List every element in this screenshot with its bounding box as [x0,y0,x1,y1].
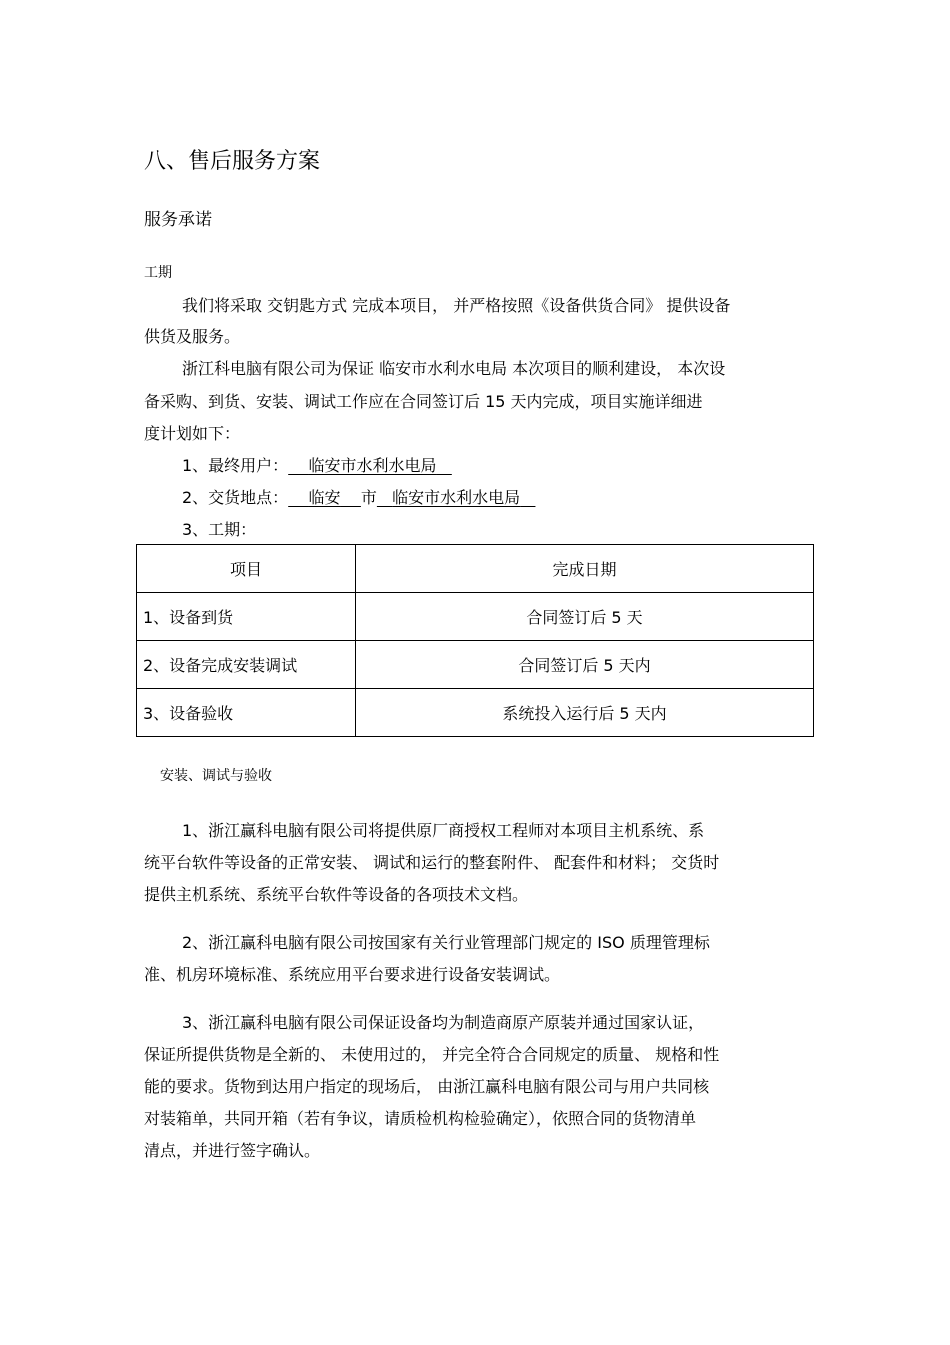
end-user-label: 1、最终用户： [182,456,289,475]
table-header-cell: 完成日期 [356,545,814,593]
intro-p1-line2: 供货及服务。 [144,327,241,346]
install-p1-line1: 1、浙江赢科电脑有限公司将提供原厂商授权工程师对本项目主机系统、系 [182,821,705,840]
install-p3-line4: 对装箱单，共同开箱（若有争议，请质检机构检验确定），依照合同的货物清单 [144,1109,697,1128]
delivery-place-field [182,490,535,506]
table-cell-date: 合同签订后 5 天内 [356,641,814,689]
table-cell-item: 3、设备验收 [137,689,356,737]
install-p1-line3: 提供主机系统、系统平台软件等设备的各项技术文档。 [144,885,529,904]
section-heading: 服务承诺 [144,210,212,230]
install-p3-line5: 清点，并进行签字确认。 [144,1141,321,1160]
period-field-label: 3、工期： [182,520,257,539]
delivery-place-label: 2、交货地点： [182,488,289,507]
delivery-place-value: 临安市水利水电局 [392,488,521,507]
table-row [137,641,814,689]
install-heading: 安装、调试与验收 [160,768,272,784]
intro-p1-line1: 我们将采取 交钥匙方式 完成本项目， 并严格按照《设备供货合同》 提供设备 [182,296,731,315]
delivery-city-value: 临安 [308,488,341,507]
intro-p2-line2: 备采购、到货、安装、调试工作应在合同签订后 15 天内完成，项目实施详细进 [144,392,703,411]
install-p2-line2: 准、机房环境标准、系统应用平台要求进行设备安装调试。 [144,965,561,984]
table-header-cell: 项目 [137,545,356,593]
end-user-value: 临安市水利水电局 [308,456,437,475]
table-cell-date: 合同签订后 5 天 [356,593,814,641]
install-p3-line3: 能的要求。货物到达用户指定的现场后， 由浙江赢科电脑有限公司与用户共同核 [144,1077,710,1096]
table-cell-item: 1、设备到货 [137,593,356,641]
table-header-row [137,545,814,593]
table-cell-item: 2、设备完成安装调试 [137,641,356,689]
install-p2-line1: 2、浙江赢科电脑有限公司按国家有关行业管理部门规定的 ISO 质理管理标 [182,933,710,952]
page-title: 八、售后服务方案 [144,149,321,174]
schedule-table [136,544,814,737]
table-row [137,689,814,737]
period-heading: 工期 [144,265,172,281]
install-p1-line2: 统平台软件等设备的正常安装、 调试和运行的整套附件、 配套件和材料； 交货时 [144,853,720,872]
delivery-city-suffix: 市 [360,488,377,507]
table-cell-date: 系统投入运行后 5 天内 [356,689,814,737]
install-p3-line2: 保证所提供货物是全新的、 未使用过的， 并完全符合合同规定的质量、 规格和性 [144,1045,720,1064]
table-row [137,593,814,641]
intro-p2-line1: 浙江科电脑有限公司为保证 临安市水利水电局 本次项目的顺利建设， 本次设 [182,359,726,378]
intro-p2-line3: 度计划如下： [144,424,241,443]
end-user-field [182,458,452,474]
install-p3-line1: 3、浙江赢科电脑有限公司保证设备均为制造商原产原装并通过国家认证， [182,1013,705,1032]
